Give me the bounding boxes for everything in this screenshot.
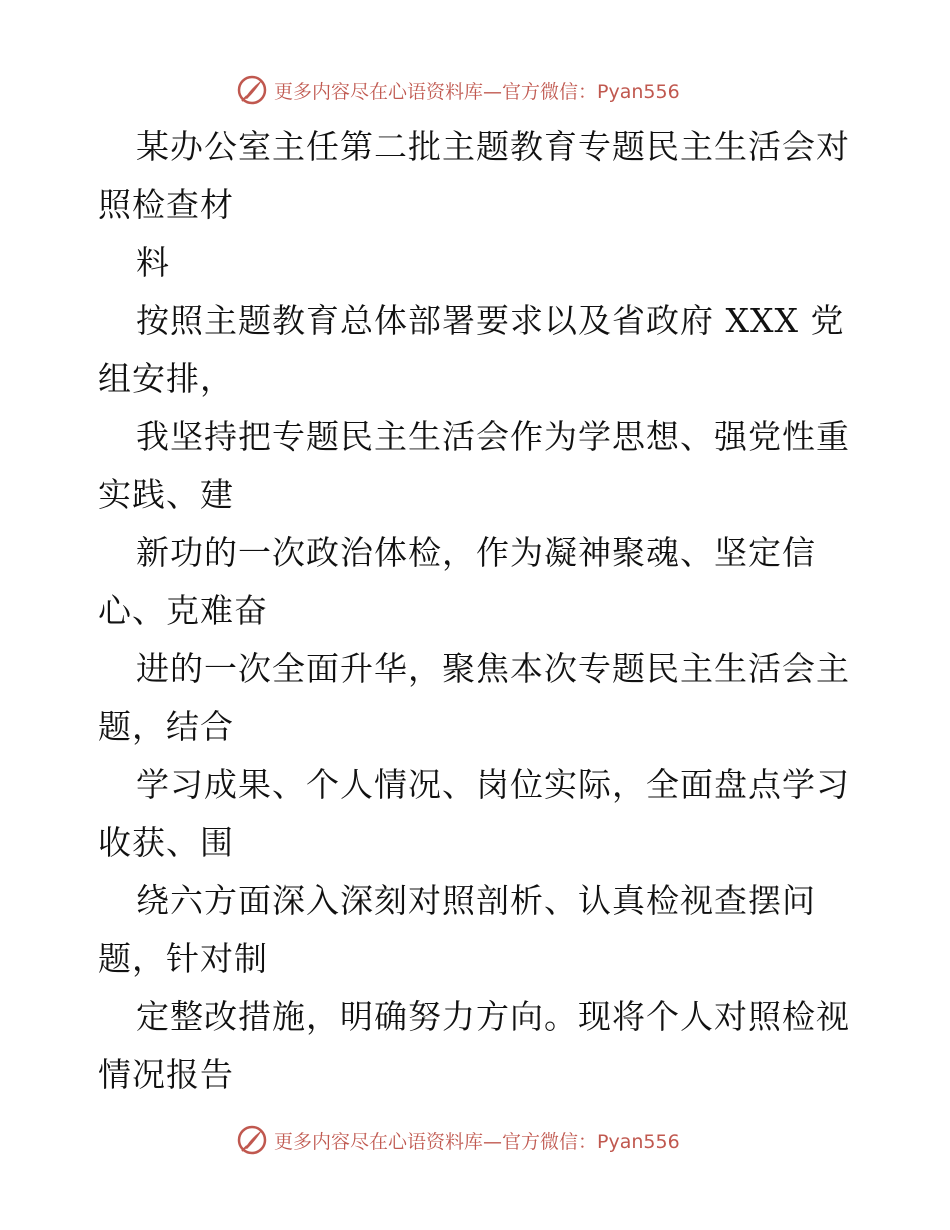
watermark-text: 更多内容尽在心语资料库—官方微信：Pyan556 bbox=[274, 1130, 680, 1153]
body-line: 我坚持把专题民主生活会作为学思想、强党性重 bbox=[136, 417, 850, 456]
body-line: 进的一次全面升华，聚焦本次专题民主生活会主 bbox=[136, 649, 850, 688]
body-line: 情况报告 bbox=[98, 1055, 234, 1094]
document-body bbox=[98, 118, 858, 1104]
body-line: 绕六方面深入深刻对照剖析、认真检视查摆问 bbox=[136, 881, 816, 920]
body-line: 新功的一次政治体检，作为凝神聚魂、坚定信 bbox=[136, 533, 816, 572]
quill-logo-icon bbox=[236, 74, 268, 106]
body-line: 收获、围 bbox=[98, 823, 234, 862]
body-line: 某办公室主任第二批主题教育专题民主生活会对 bbox=[136, 127, 850, 166]
body-line: 题，结合 bbox=[98, 707, 234, 746]
body-line: 心、克难奋 bbox=[98, 591, 268, 630]
body-line: 按照主题教育总体部署要求以及省政府 XXX 党 bbox=[136, 301, 845, 340]
body-line: 实践、建 bbox=[98, 475, 234, 514]
watermark-text: 更多内容尽在心语资料库—官方微信：Pyan556 bbox=[274, 80, 680, 103]
body-line: 料 bbox=[136, 243, 170, 282]
body-line: 照检查材 bbox=[98, 185, 234, 224]
body-line: 题，针对制 bbox=[98, 939, 268, 978]
body-line: 学习成果、个人情况、岗位实际，全面盘点学习 bbox=[136, 765, 850, 804]
watermark-banner-bottom bbox=[236, 1122, 680, 1158]
quill-logo-icon bbox=[236, 1124, 268, 1156]
body-line: 定整改措施，明确努力方向。现将个人对照检视 bbox=[136, 997, 850, 1036]
body-line: 组安排， bbox=[98, 359, 234, 398]
watermark-banner-top bbox=[236, 72, 680, 108]
